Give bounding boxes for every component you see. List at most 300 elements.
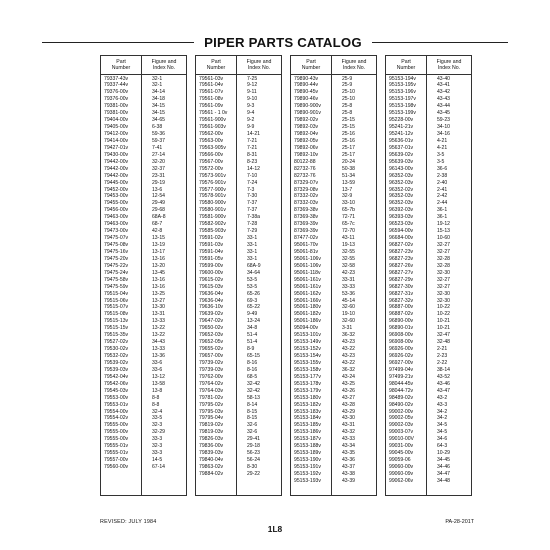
part-number-cell: 79475-58v: [104, 276, 129, 283]
part-number-cell: 95153-155v: [294, 359, 321, 366]
part-number-cell: 99010-00V: [389, 436, 414, 443]
figure-index-cell: 13-33: [151, 318, 165, 325]
page-title: PIPER PARTS CATALOG: [204, 34, 362, 50]
part-number-cell: 79557-00v: [104, 457, 129, 464]
part-number-column: [101, 75, 142, 495]
figure-index-cell: 9-2: [246, 117, 255, 124]
figure-index-cell: 33-31: [341, 276, 355, 283]
figure-index-cell: 38-14: [436, 366, 450, 373]
part-number-column: [291, 75, 332, 495]
part-number-header: Part Number: [291, 56, 332, 74]
part-number-cell: 79554-02v: [104, 415, 129, 422]
part-number-cell: 95153-152v: [294, 346, 321, 353]
figure-index-cell: 43-2: [436, 394, 448, 401]
figure-index-cell: 34-14: [151, 89, 165, 96]
part-number-cell: 79553-00v: [104, 394, 129, 401]
figure-index-cell: 10-22: [436, 311, 450, 318]
figure-index-cell: 53-5: [246, 283, 258, 290]
part-number-cell: 96143-00v: [389, 165, 414, 172]
part-number-cell: 82732-76: [294, 165, 316, 172]
part-number-cell: 79566-00v: [199, 151, 224, 158]
part-number-cell: 79555-01v: [104, 443, 129, 450]
figure-index-cell: 7-25: [246, 75, 258, 82]
part-number-cell: 87369-39v: [294, 228, 319, 235]
part-number-cell: 79515-35v: [104, 332, 129, 339]
figure-index-cell: 50-38: [341, 165, 355, 172]
part-number-cell: 79337-43v: [104, 75, 129, 82]
part-number-cell: 96827-23v: [389, 248, 414, 255]
part-number-cell: 95153-180v: [294, 394, 321, 401]
figure-index-cell: 65-15: [246, 353, 260, 359]
figure-index-cell: 53-36: [341, 290, 355, 297]
part-number-cell: 79739-03v: [199, 366, 224, 373]
part-number-cell: 79475-20v: [104, 255, 129, 262]
figure-index-cell: 13-45: [151, 269, 165, 276]
parts-table: [195, 55, 282, 496]
table-header: [196, 56, 281, 75]
part-number-cell: 96827-30v: [389, 283, 414, 290]
part-number-cell: 87369-38v: [294, 207, 319, 214]
figure-index-cell: 34-15: [151, 110, 165, 117]
part-number-cell: 79561-900v: [199, 117, 226, 124]
figure-index-cell: 10-21: [436, 325, 450, 332]
part-number-cell: 87369-39v: [294, 221, 319, 228]
figure-index-cell: 8-31: [246, 151, 258, 158]
part-number-cell: 79527-02v: [104, 339, 129, 346]
part-number-cell: 96684-00v: [389, 235, 414, 242]
figure-index-cell: 33-6: [151, 359, 163, 366]
figure-index-cell: 7-29: [246, 228, 258, 235]
part-number-cell: 79463-00v: [104, 214, 129, 221]
figure-index-cell: 29-41: [246, 436, 260, 443]
part-number-cell: 79414-00v: [104, 137, 129, 144]
figure-index-cell: 68A-8: [151, 214, 166, 221]
figure-index-cell: 9-3: [246, 103, 255, 110]
figure-index-cell: 32-27: [436, 242, 450, 248]
figure-index-cell: 32-28: [436, 262, 450, 269]
part-number-cell: 79764-02v: [199, 380, 224, 387]
figure-index-cell: 2-40: [436, 179, 448, 186]
part-number-cell: 95061-162v: [294, 290, 321, 297]
part-number-cell: 95153-195v: [389, 82, 416, 89]
part-number-cell: 95241-21v: [389, 124, 414, 131]
figure-index-cell: 13-22: [151, 332, 165, 339]
part-number-cell: 79452-00v: [104, 186, 129, 193]
part-number-cell: 96352-03v: [389, 172, 414, 179]
figure-index-cell: 43-22: [341, 346, 355, 353]
table-body: [291, 75, 376, 495]
part-number-cell: 96908-00v: [389, 339, 414, 346]
part-number-cell: 79890-43v: [294, 75, 319, 82]
figure-index-cell: 43-47: [436, 387, 450, 394]
part-number-cell: 79475-24v: [104, 269, 129, 276]
part-number-cell: 79739-02v: [199, 359, 224, 366]
figure-index-cell: 8-14: [246, 401, 258, 408]
figure-index-cell: 10-29: [436, 450, 450, 457]
part-number-cell: 79890-900v: [294, 103, 321, 110]
figure-index-cell: 43-40: [436, 75, 450, 82]
part-number-cell: 95153-154v: [294, 353, 321, 359]
part-number-cell: 95061-106v: [294, 262, 321, 269]
figure-index-cell: 34-46: [436, 464, 450, 470]
figure-index-cell: 32-42: [246, 387, 260, 394]
table-header: [101, 56, 186, 75]
figure-index-cell: 33-1: [246, 255, 258, 262]
part-number-cell: 79591-05v: [199, 255, 224, 262]
figure-index-cell: 19-13: [341, 242, 355, 248]
figure-index-cell: 32-9: [341, 193, 353, 200]
part-number-cell: 95637-01v: [389, 144, 414, 151]
figure-index-cell: 25-9: [341, 82, 353, 89]
figure-index-cell: 34-10: [436, 124, 450, 131]
part-number-header: Part Number: [101, 56, 142, 74]
figure-index-cell: 2-23: [436, 353, 448, 359]
part-number-cell: 79560-00v: [104, 464, 129, 470]
part-number-cell: 79795-02v: [199, 401, 224, 408]
figure-index-cell: 9-49: [246, 311, 258, 318]
part-number-cell: 79650-02v: [199, 325, 224, 332]
figure-index-cell: 43-38: [341, 470, 355, 477]
part-number-cell: 79542-06v: [104, 380, 129, 387]
part-number-cell: 96827-02v: [389, 242, 414, 248]
part-number-cell: 79840-04v: [199, 457, 224, 464]
figure-index-cell: 8-8: [151, 394, 160, 401]
part-number-cell: 79636-04v: [199, 297, 224, 304]
figure-index-cell: 13-36: [151, 353, 165, 359]
figure-index-cell: 43-11: [341, 235, 355, 242]
figure-index-cell: 32-30: [436, 297, 450, 304]
part-number-column: [196, 75, 237, 495]
title-rule-left: [42, 42, 194, 43]
figure-index-cell: 43-34: [341, 443, 355, 450]
figure-index-cell: 65-26: [246, 290, 260, 297]
part-number-cell: 79555-00v: [104, 429, 129, 436]
figure-index-cell: 20-24: [341, 158, 355, 165]
figure-index-column: [427, 75, 471, 495]
figure-index-cell: 34-5: [436, 429, 448, 436]
figure-index-cell: 13-27: [151, 297, 165, 304]
part-number-cell: 79463-00v: [104, 221, 129, 228]
parts-table: [100, 55, 187, 496]
figure-index-cell: 43-39: [341, 477, 355, 484]
part-number-cell: 95061-161v: [294, 283, 321, 290]
part-number-cell: 95061-186v: [294, 318, 321, 325]
figure-index-cell: 43-36: [341, 457, 355, 464]
figure-index-cell: 32-60: [341, 318, 355, 325]
part-number-cell: 79442-00v: [104, 158, 129, 165]
figure-index-cell: 27-14: [151, 151, 165, 158]
figure-index-cell: 25-9: [341, 75, 353, 82]
part-number-cell: 79826-03v: [199, 436, 224, 443]
part-number-cell: 79581-900v: [199, 214, 226, 221]
part-number-cell: 82732-76: [294, 172, 316, 179]
part-number-cell: 95639-02v: [389, 151, 414, 158]
part-number-cell: 79475-08v: [104, 242, 129, 248]
figure-index-column: [142, 75, 186, 495]
part-number-cell: 79381-00v: [104, 103, 129, 110]
figure-index-cell: 13-25: [151, 290, 165, 297]
part-number-cell: 79563-905v: [199, 144, 226, 151]
figure-index-cell: 43-31: [341, 422, 355, 429]
figure-index-cell: 56-23: [246, 450, 260, 457]
figure-index-cell: 33-1: [246, 248, 258, 255]
figure-index-cell: 25-16: [341, 131, 355, 137]
part-number-cell: 95061-106v: [294, 255, 321, 262]
part-number-cell: 79555-00v: [104, 422, 129, 429]
part-number-cell: 95061-81v: [294, 248, 319, 255]
figure-index-cell: 13-6: [151, 186, 163, 193]
figure-index-cell: 8-16: [246, 366, 258, 373]
part-number-cell: 79599-00v: [199, 262, 224, 269]
part-number-cell: 79563-00v: [199, 137, 224, 144]
figure-index-cell: 51-4: [246, 339, 258, 346]
figure-index-cell: 33-1: [246, 235, 258, 242]
part-number-cell: 96927-00v: [389, 359, 414, 366]
part-number-cell: 79530-02v: [104, 346, 129, 353]
part-number-cell: 95153-158v: [294, 366, 321, 373]
figure-index-column: [332, 75, 376, 495]
part-number-cell: 99060-09v: [389, 470, 414, 477]
figure-index-cell: 7-30: [246, 193, 258, 200]
figure-index-cell: 51-4: [246, 332, 258, 339]
part-number-cell: 79545-03v: [104, 387, 129, 394]
part-number-cell: 95153-189v: [294, 450, 321, 457]
part-number-cell: 95153-197v: [389, 96, 416, 103]
part-number-cell: 79652-05v: [199, 339, 224, 346]
document-code: PA-28-201T: [445, 519, 474, 525]
part-number-cell: 96352-03v: [389, 179, 414, 186]
parts-index-tables: [100, 55, 472, 498]
part-number-cell: 96392-03v: [389, 207, 414, 214]
part-number-cell: 96827-27v: [389, 269, 414, 276]
part-number-cell: 99059-06: [389, 457, 411, 464]
part-number-cell: 96890-00v: [389, 318, 414, 325]
part-number-cell: 79591-03v: [199, 242, 224, 248]
figure-index-header: Figure and Index No.: [151, 59, 177, 71]
part-number-cell: 95153-192v: [294, 470, 321, 477]
figure-index-cell: 10-22: [436, 304, 450, 311]
part-number-cell: 95061-70v: [294, 242, 319, 248]
figure-index-cell: 13-19: [151, 242, 165, 248]
figure-index-cell: 34-6: [436, 436, 448, 443]
figure-index-cell: 43-42: [436, 89, 450, 96]
figure-index-cell: 13-59: [341, 179, 355, 186]
figure-index-cell: 33-33: [341, 283, 355, 290]
part-number-cell: 79764-03v: [199, 387, 224, 394]
figure-index-cell: 32-27: [436, 248, 450, 255]
figure-index-cell: 7-37: [246, 207, 258, 214]
part-number-cell: 95153-186v: [294, 429, 321, 436]
part-number-cell: 79567-00v: [199, 158, 224, 165]
figure-index-cell: 32-47: [436, 332, 450, 339]
part-number-cell: 87332-02v: [294, 193, 319, 200]
figure-index-cell: 42-8: [151, 228, 163, 235]
part-number-cell: 96926-02v: [389, 353, 414, 359]
figure-index-cell: 14-5: [151, 457, 163, 464]
figure-index-cell: 13-8: [151, 387, 163, 394]
parts-table: [385, 55, 472, 496]
part-number-cell: 99062-06v: [389, 477, 414, 484]
part-number-cell: 79795-04v: [199, 415, 224, 422]
part-number-cell: 95061-180v: [294, 304, 321, 311]
part-number-cell: 79515-07v: [104, 304, 129, 311]
figure-index-cell: 33-5: [151, 415, 163, 422]
figure-index-cell: 13-33: [151, 346, 165, 353]
part-number-cell: 79561-09v: [199, 103, 224, 110]
figure-index-cell: 59-37: [151, 137, 165, 144]
part-number-cell: 79636-10v: [199, 304, 224, 311]
figure-index-cell: 65-7c: [341, 221, 355, 228]
part-number-cell: 79615-03v: [199, 283, 224, 290]
figure-index-cell: 9-9: [246, 124, 255, 131]
part-number-cell: 99045-00v: [389, 450, 414, 457]
figure-index-cell: 32-6: [246, 429, 258, 436]
figure-index-cell: 43-27: [341, 394, 355, 401]
part-number-cell: 98489-02v: [389, 394, 414, 401]
part-number-header: Part Number: [386, 56, 427, 74]
figure-index-cell: 67-14: [151, 464, 165, 470]
part-number-cell: 96594-00v: [389, 228, 414, 235]
figure-index-cell: 32-29: [151, 429, 165, 436]
figure-index-cell: 53-5: [246, 276, 258, 283]
figure-index-cell: 3-31: [341, 325, 353, 332]
figure-index-cell: 72-70: [341, 228, 355, 235]
part-number-cell: 79892-03v: [294, 124, 319, 131]
figure-index-cell: 2-21: [436, 346, 448, 353]
part-number-cell: 79515-15v: [104, 325, 129, 332]
figure-index-cell: 25-15: [341, 124, 355, 131]
figure-index-cell: 34-8: [246, 325, 258, 332]
part-number-cell: 79475-59v: [104, 283, 129, 290]
part-number-cell: 79580-900v: [199, 200, 226, 207]
part-number-cell: 96393-03v: [389, 214, 414, 221]
part-number-cell: 87332-03v: [294, 200, 319, 207]
part-number-cell: 95061-118v: [294, 269, 321, 276]
figure-index-cell: 25-10: [341, 96, 355, 103]
part-number-cell: 95061-166v: [294, 297, 321, 304]
part-number-cell: 96827-31v: [389, 290, 414, 297]
figure-index-cell: 36-32: [341, 332, 355, 339]
figure-index-cell: 33-6: [151, 366, 163, 373]
part-number-cell: 95153-184v: [294, 415, 321, 422]
part-number-cell: 95061-182v: [294, 311, 321, 318]
part-number-cell: 95153-185v: [294, 422, 321, 429]
figure-index-cell: 33-10: [341, 200, 355, 207]
part-number-cell: 95094-00v: [294, 325, 319, 332]
figure-index-cell: 9-11: [246, 89, 257, 96]
figure-index-cell: 7-24: [246, 179, 258, 186]
figure-index-cell: 32-30: [436, 290, 450, 297]
part-number-cell: 95153-149v: [294, 339, 321, 346]
part-number-cell: 79381-00v: [104, 110, 129, 117]
figure-index-cell: 7-3: [246, 186, 255, 193]
part-number-cell: 79555-00v: [104, 436, 129, 443]
part-number-cell: 79456-00v: [104, 207, 129, 214]
part-number-cell: 79453-00v: [104, 193, 129, 200]
figure-index-cell: 32-27: [436, 276, 450, 283]
figure-index-cell: 15-13: [436, 228, 450, 235]
part-number-cell: 79892-05v: [294, 137, 319, 144]
part-number-cell: 95153-187v: [294, 436, 321, 443]
figure-index-cell: 29-22: [246, 470, 260, 477]
figure-index-cell: 25-8: [341, 110, 353, 117]
part-number-cell: 87329-07v: [294, 179, 319, 186]
part-number-cell: 79561-903v: [199, 124, 226, 131]
table-header: [291, 56, 376, 75]
part-number-cell: 96887-02v: [389, 311, 414, 318]
figure-index-cell: 7-41: [151, 144, 163, 151]
figure-index-cell: 13-15: [151, 235, 165, 242]
figure-index-header: Figure and Index No.: [436, 59, 462, 71]
figure-index-cell: 43-29: [341, 408, 355, 415]
part-number-cell: 95153-183v: [294, 408, 321, 415]
part-number-cell: 95153-188v: [294, 443, 321, 450]
figure-index-cell: 10-60: [436, 235, 450, 242]
figure-index-cell: 2-42: [436, 193, 448, 200]
figure-index-cell: 34-5: [436, 422, 448, 429]
part-number-cell: 79639-02v: [199, 311, 224, 318]
figure-index-cell: 32-58: [341, 262, 355, 269]
figure-index-cell: 8-30: [246, 464, 258, 470]
part-number-cell: 96827-23v: [389, 255, 414, 262]
part-number-cell: 95153-177v: [294, 373, 321, 380]
part-number-cell: 99002-03v: [389, 422, 414, 429]
part-number-cell: 99031-00v: [389, 443, 414, 450]
figure-index-cell: 34-2: [436, 415, 448, 422]
part-number-cell: 79577-900v: [199, 186, 226, 193]
figure-index-cell: 8-9: [246, 346, 255, 353]
figure-index-cell: 13-58: [151, 380, 165, 387]
figure-index-cell: 34-48: [436, 477, 450, 484]
figure-index-cell: 43-52: [436, 373, 450, 380]
figure-index-cell: 43-30: [341, 415, 355, 422]
part-number-cell: 79892-06v: [294, 144, 319, 151]
part-number-cell: 95153-193v: [294, 477, 321, 484]
part-number-cell: 79890-46v: [294, 96, 319, 103]
catalog-title-bar: [0, 33, 550, 51]
table-body: [101, 75, 186, 495]
figure-index-cell: 34-65: [151, 117, 165, 124]
part-number-cell: 79561-04v: [199, 82, 224, 89]
part-number-cell: 79475-07v: [104, 235, 129, 242]
figure-index-cell: 43-25: [341, 380, 355, 387]
figure-index-cell: 8-23: [246, 158, 258, 165]
part-number-cell: 79884-02v: [199, 470, 224, 477]
figure-index-cell: 32-1: [151, 75, 163, 82]
figure-index-cell: 25-10: [341, 89, 355, 96]
part-number-cell: 96352-03v: [389, 200, 414, 207]
part-number-cell: 79591-04v: [199, 248, 224, 255]
figure-index-cell: 13-24: [246, 318, 260, 325]
figure-index-cell: 32-6: [246, 422, 258, 429]
part-number-cell: 95153-191v: [294, 464, 321, 470]
figure-index-cell: 32-3: [151, 422, 163, 429]
figure-index-cell: 33-1: [246, 242, 258, 248]
part-number-cell: 79580-901v: [199, 207, 226, 214]
part-number-cell: 98490-02v: [389, 401, 414, 408]
part-number-cell: 99060-00v: [389, 464, 414, 470]
figure-index-cell: 68A-9: [246, 262, 261, 269]
figure-index-cell: 29-68: [151, 207, 165, 214]
figure-index-cell: 32-28: [436, 255, 450, 262]
figure-index-cell: 43-23: [341, 339, 355, 346]
figure-index-cell: 32-60: [341, 304, 355, 311]
part-number-cell: 97499-04v: [389, 366, 414, 373]
figure-index-cell: 43-22: [341, 359, 355, 366]
figure-index-cell: 8-15: [246, 408, 258, 415]
part-number-cell: 95153-101v: [294, 332, 321, 339]
part-number-cell: 99003-07v: [389, 429, 414, 436]
